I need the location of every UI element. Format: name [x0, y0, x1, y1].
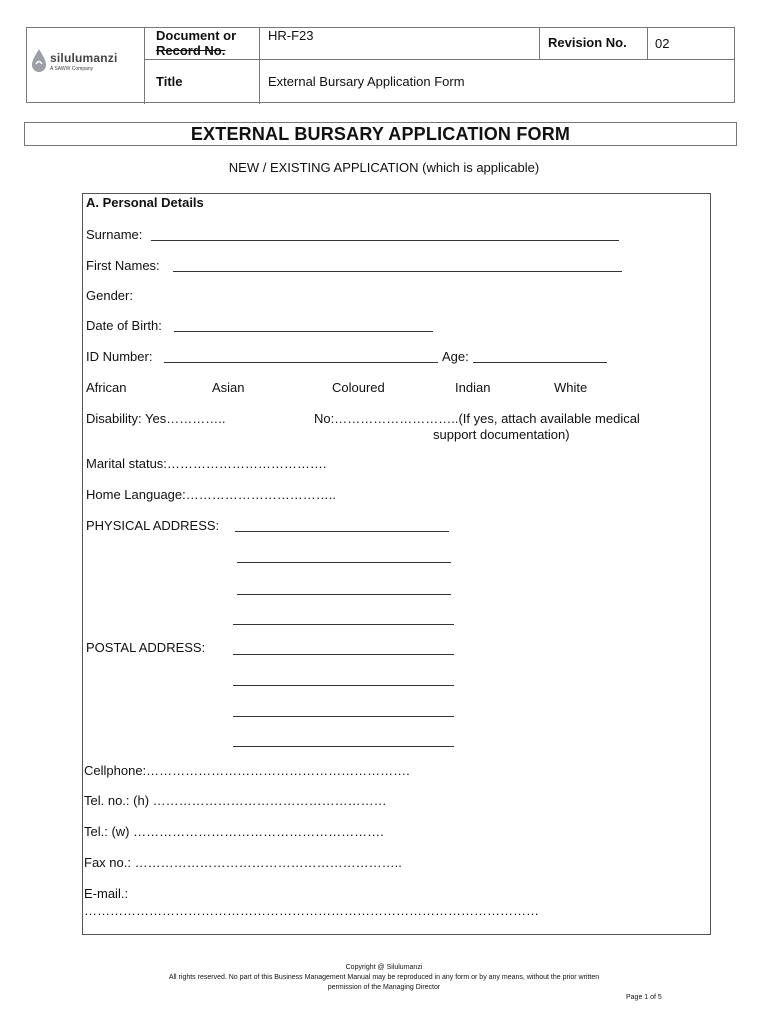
disability-note: support documentation)	[433, 427, 570, 442]
document-number-label: Document or Record No.	[156, 28, 237, 58]
physical-address-line[interactable]	[237, 594, 451, 595]
gender-label: Gender:	[86, 288, 133, 303]
surname-label: Surname:	[86, 227, 143, 242]
tel-home-field[interactable]: Tel. no.: (h) ………………………………………………	[84, 793, 387, 808]
header-divider	[144, 59, 735, 60]
footer-permission: permission of the Managing Director	[327, 984, 441, 991]
race-option-coloured[interactable]: Coloured	[332, 380, 385, 395]
first-names-label: First Names:	[86, 258, 160, 273]
postal-address-line[interactable]	[233, 685, 454, 686]
date-of-birth-field[interactable]	[174, 331, 433, 332]
physical-address-line[interactable]	[237, 562, 451, 563]
race-option-indian[interactable]: Indian	[455, 380, 491, 395]
cellphone-field[interactable]: Cellphone:…………………………………………………….	[84, 763, 410, 778]
race-option-african[interactable]: African	[86, 380, 127, 395]
header-divider	[259, 28, 260, 104]
first-names-field[interactable]	[173, 271, 622, 272]
id-number-field[interactable]	[164, 362, 438, 363]
marital-status-field[interactable]: Marital status:……………………………….	[86, 456, 327, 471]
id-number-label: ID Number:	[86, 349, 153, 364]
home-language-field[interactable]: Home Language:……………………………..	[86, 487, 336, 502]
water-drop-icon	[30, 48, 48, 74]
revision-label: Revision No.	[548, 35, 627, 50]
form-title: EXTERNAL BURSARY APPLICATION FORM	[24, 122, 737, 146]
footer-rights: All rights reserved. No part of this Business Management Manual may be reproduced in any form or by any means, without the prior written	[168, 974, 600, 981]
age-field[interactable]	[473, 362, 607, 363]
race-option-asian[interactable]: Asian	[212, 380, 245, 395]
revision-value: 02	[655, 36, 670, 51]
disability-yes[interactable]: Disability: Yes…………..	[86, 411, 226, 426]
logo-text: silulumanzi	[50, 51, 118, 65]
age-label: Age:	[442, 349, 469, 364]
header-divider	[647, 28, 648, 59]
email-label: E-mail.:	[84, 886, 129, 901]
physical-address-line[interactable]	[233, 624, 454, 625]
application-type-note: NEW / EXISTING APPLICATION (which is applicable)	[228, 160, 540, 175]
header-divider	[539, 28, 540, 59]
logo-subtext: A SAWW Company	[50, 66, 94, 72]
date-of-birth-label: Date of Birth:	[86, 318, 162, 333]
footer-copyright: Copyright @ Silulumanzi	[345, 964, 423, 971]
email-field[interactable]: ……………………………………………………………………………………………	[84, 903, 539, 918]
fax-field[interactable]: Fax no.: ……………………………………………………..	[84, 855, 402, 870]
postal-address-line[interactable]	[233, 716, 454, 717]
postal-address-label: POSTAL ADDRESS:	[86, 640, 206, 655]
surname-field[interactable]	[151, 240, 619, 241]
section-heading: A. Personal Details	[86, 195, 204, 210]
document-number-value: HR-F23	[268, 28, 314, 43]
company-logo	[30, 43, 150, 83]
postal-address-line[interactable]	[233, 746, 454, 747]
postal-address-line[interactable]	[233, 654, 454, 655]
physical-address-line[interactable]	[235, 531, 449, 532]
tel-work-field[interactable]: Tel.: (w) ………………………………………………….	[84, 824, 384, 839]
physical-address-label: PHYSICAL ADDRESS:	[86, 518, 220, 533]
race-option-white[interactable]: White	[554, 380, 588, 395]
title-label: Title	[156, 74, 183, 89]
title-value: External Bursary Application Form	[268, 74, 465, 89]
page-number: Page 1 of 5	[626, 994, 662, 1001]
disability-no[interactable]: No:………………………..(If yes, attach available medical	[314, 411, 640, 426]
